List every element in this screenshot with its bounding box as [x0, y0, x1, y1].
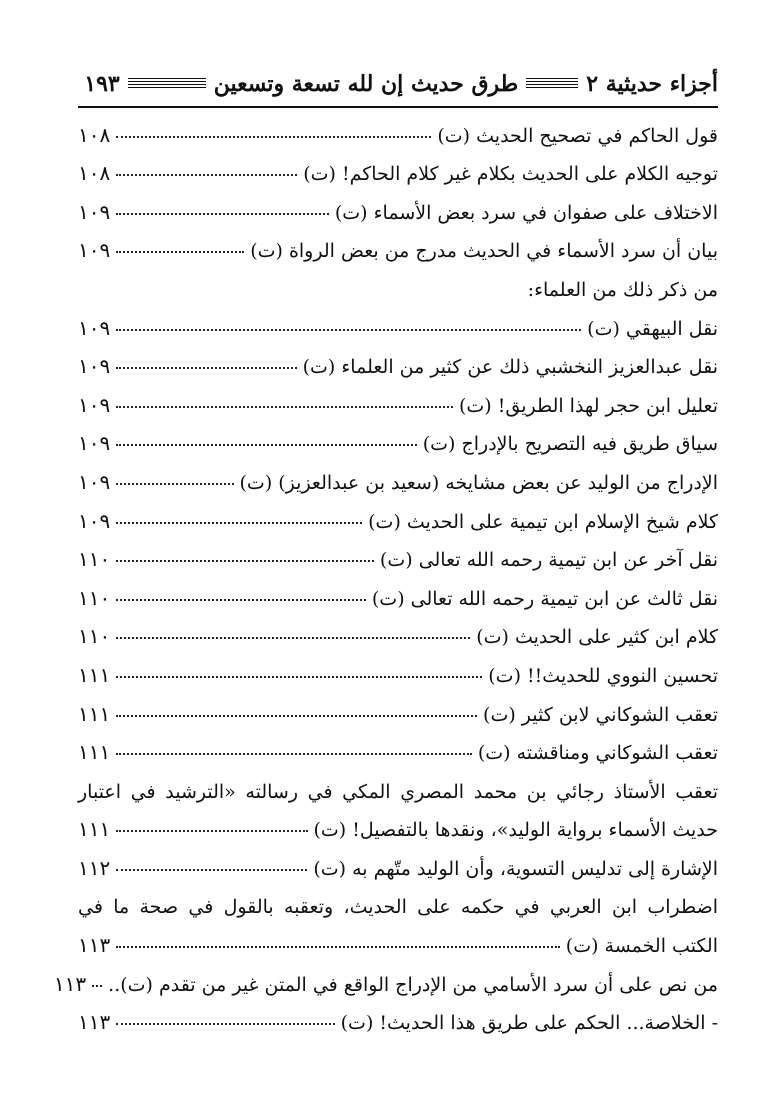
toc-entry	[78, 533, 718, 572]
toc-entry-title: كلام شيخ الإسلام ابن تيمية على الحديث (ت)	[368, 510, 718, 533]
toc-entry-title: الإدراج من الوليد عن بعض مشايخه (سعيد بن عبدالعزيز) (ت)	[239, 471, 718, 494]
dot-leader	[116, 367, 296, 369]
running-header	[78, 62, 718, 106]
toc-entry-page: ١٠٩	[78, 238, 111, 263]
toc-entry	[78, 610, 718, 649]
toc-entry-title: الكتب الخمسة (ت)	[565, 935, 718, 958]
dot-leader	[116, 599, 366, 601]
toc-entry-page: ١٠٩	[78, 354, 111, 379]
toc-entry	[78, 108, 718, 147]
dot-leader	[116, 444, 417, 446]
toc-entry-page: ١١٣	[78, 1010, 111, 1035]
toc-entry-page: ١١١	[78, 662, 111, 687]
toc-entry-title: تحسين النووي للحديث!! (ت)	[488, 664, 718, 687]
toc-entry-page: ١٠٩	[78, 431, 111, 456]
toc-entry	[78, 996, 718, 1035]
dot-leader	[116, 560, 374, 562]
dot-leader	[116, 213, 329, 215]
dot-leader	[116, 251, 244, 253]
toc-entry-title: من نص على أن سرد الأسامي من الإدراج الواقع في المتن غير من تقدم (ت)..	[108, 973, 718, 996]
toc-entry-page: ١١٣	[53, 971, 87, 996]
toc-entry-title: تعقب الشوكاني لابن كثير (ت)	[483, 703, 718, 726]
dot-leader	[116, 753, 472, 755]
toc-entry	[78, 764, 718, 803]
toc-entry-title: بيان أن سرد الأسماء في الحديث مدرج من بعض الرواة (ت)	[250, 240, 718, 263]
toc-entry-title: سياق طريق فيه التصريح بالإدراج (ت)	[422, 433, 718, 456]
header-page-number: ١٩٣	[84, 71, 120, 97]
toc-entry-page: ١١١	[78, 817, 111, 842]
toc-entry	[78, 185, 718, 224]
toc-entry-page: ١١١	[78, 701, 111, 726]
toc-entry-page: ١١٢	[78, 855, 111, 880]
toc-entry-page: ١٠٩	[78, 392, 111, 417]
toc-entry-title: من ذكر ذلك من العلماء:	[527, 278, 718, 301]
toc-entry	[78, 687, 718, 726]
toc-entry	[78, 918, 718, 957]
toc-entry-title: نقل آخر عن ابن تيمية رحمه الله تعالى (ت)	[379, 549, 718, 572]
toc-entry-title: تعقب الأستاذ رجائي بن محمد المصري المكي في رسالته «الترشيد في اعتبار	[78, 780, 718, 803]
toc-entry-title: نقل عبدالعزيز النخشبي ذلك عن كثير من العلماء (ت)	[302, 356, 718, 379]
toc-entry-title: قول الحاكم في تصحيح الحديث (ت)	[437, 124, 718, 147]
toc-entry-title: الاختلاف على صفوان في سرد بعض الأسماء (ت)	[334, 201, 718, 224]
header-rule	[526, 78, 578, 90]
dot-leader	[116, 174, 297, 176]
toc-entry	[78, 648, 718, 687]
toc-entry-title: نقل البيهقي (ت)	[587, 317, 718, 340]
toc-entry-page: ١٠٩	[78, 315, 111, 340]
dot-leader	[116, 676, 482, 678]
toc-entry-page: ١٠٨	[78, 122, 111, 147]
toc-entry	[78, 378, 718, 417]
toc-entry-title: نقل ثالث عن ابن تيمية رحمه الله تعالى (ت)	[371, 587, 718, 610]
toc-entry	[78, 417, 718, 456]
toc-entry	[78, 340, 718, 379]
toc-entry-title: تعليل ابن حجر لهذا الطريق! (ت)	[458, 394, 718, 417]
toc-entry	[78, 147, 718, 186]
toc-entry	[78, 455, 718, 494]
toc-entry	[78, 262, 718, 301]
toc-entry-page: ١٠٨	[78, 161, 111, 186]
toc-entry-title: اضطراب ابن العربي في حكمه على الحديث، وتعقبه بالقول في صحة ما في	[78, 896, 718, 919]
table-of-contents	[53, 108, 718, 1035]
toc-entry-page: ١١٠	[78, 585, 111, 610]
dot-leader	[92, 985, 102, 987]
dot-leader	[116, 869, 307, 871]
dot-leader	[116, 715, 477, 717]
toc-entry	[53, 957, 718, 996]
toc-entry-title: كلام ابن كثير على الحديث (ت)	[476, 626, 718, 649]
header-book-title: أجزاء حديثية ٢	[586, 71, 718, 97]
toc-entry	[78, 571, 718, 610]
dot-leader	[116, 522, 362, 524]
toc-entry	[78, 301, 718, 340]
dot-leader	[116, 329, 581, 331]
toc-entry-title: - الخلاصة... الحكم على طريق هذا الحديث! (ت)	[340, 1012, 718, 1035]
header-rule	[128, 78, 206, 90]
toc-entry-page: ١٠٩	[78, 199, 111, 224]
toc-entry	[78, 494, 718, 533]
toc-entry-title: الإشارة إلى تدليس التسوية، وأن الوليد متّهم به (ت)	[313, 857, 718, 880]
dot-leader	[116, 406, 453, 408]
header-subject: طرق حديث إن لله تسعة وتسعين	[213, 71, 519, 97]
toc-entry-title: حديث الأسماء برواية الوليد»، ونقدها بالتفصيل! (ت)	[313, 819, 718, 842]
toc-entry-page: ١١١	[78, 740, 111, 765]
toc-entry-title: تعقب الشوكاني ومناقشته (ت)	[477, 742, 718, 765]
toc-entry	[78, 726, 718, 765]
toc-entry	[78, 880, 718, 919]
toc-entry-page: ١١٠	[78, 547, 111, 572]
toc-entry-page: ١١٣	[78, 933, 111, 958]
toc-entry-page: ١١٠	[78, 624, 111, 649]
dot-leader	[116, 830, 307, 832]
dot-leader	[116, 946, 560, 948]
toc-entry	[78, 841, 718, 880]
toc-entry	[78, 224, 718, 263]
toc-entry-page: ١٠٩	[78, 508, 111, 533]
toc-entry	[78, 803, 718, 842]
dot-leader	[116, 1023, 334, 1025]
dot-leader	[116, 637, 470, 639]
dot-leader	[116, 136, 431, 138]
dot-leader	[116, 483, 233, 485]
toc-entry-title: توجيه الكلام على الحديث بكلام غير كلام الحاكم! (ت)	[303, 163, 718, 186]
toc-entry-page: ١٠٩	[78, 469, 111, 494]
